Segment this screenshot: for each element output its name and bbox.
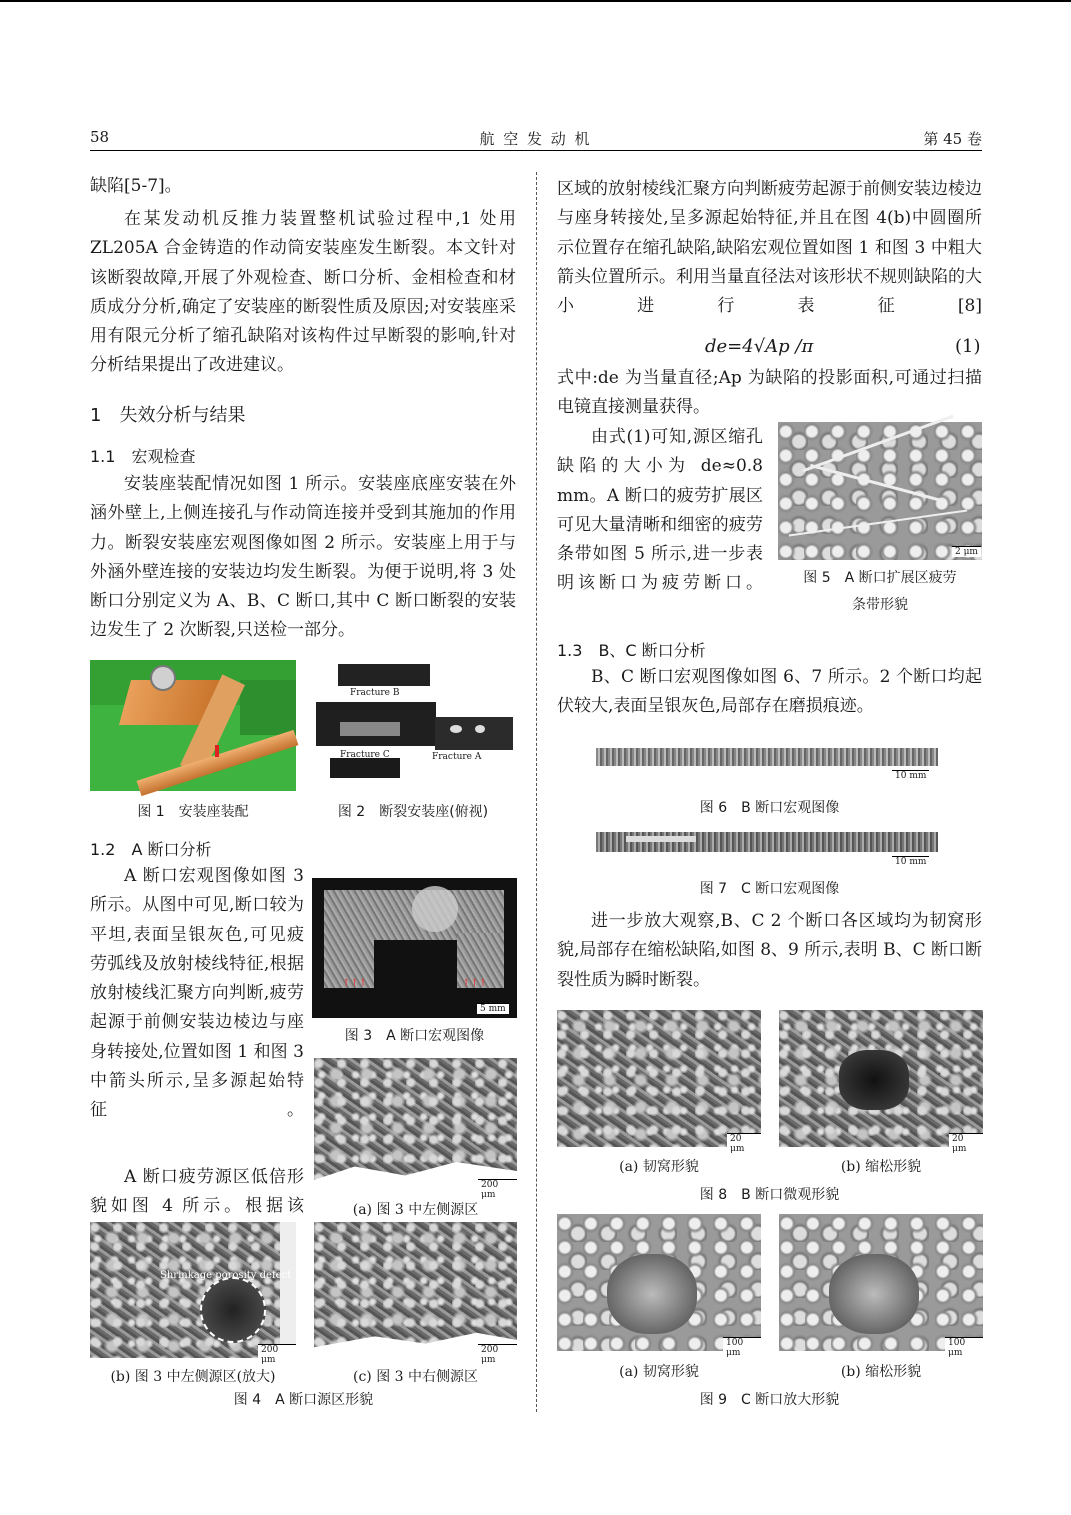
figure-7-scale-bar: 10 mm [892, 856, 929, 867]
figure-4-caption: 图 4 A 断口源区形貌 [233, 1392, 374, 1408]
paragraph-formula-note: 式中:de 为当量直径;Ap 为缺陷的投影面积,可通过扫描电镜直接测量获得。 [557, 368, 982, 418]
figure-9-caption: 图 9 C 断口放大形貌 [699, 1392, 840, 1408]
figure-6-image [596, 742, 938, 784]
header-rule [90, 150, 982, 151]
figure-3-scale-bar: 5 mm [477, 1003, 509, 1014]
formula-equivalent-diameter: de=4√Ap /π [705, 336, 814, 357]
figure-8b-scale-bar: 20 μm [949, 1133, 983, 1154]
figure-1-assembly-image [90, 660, 296, 791]
figure-4a-scale-bar: 200 μm [478, 1179, 517, 1200]
column-divider [536, 172, 537, 1412]
figure-8a-image [557, 1010, 761, 1154]
figure-4b-caption: (b) 图 3 中左侧源区(放大) [110, 1369, 276, 1385]
section-heading-1-2: 1.2 A 断口分析 [90, 840, 212, 859]
paragraph-a-fracture: A 断口宏观图像如图 3 所示。从图中可见,断口较为平坦,表面呈银灰色,可见疲劳弧线及放射棱线特征,根据放射棱线汇聚方向判断,疲劳起源于前侧安装边棱边与座身转接处,位置如图 1 和图 3 中箭头所示,呈多源起始特征。 [90, 866, 304, 1121]
figure-8a-scale-bar: 20 μm [727, 1133, 761, 1154]
paragraph-bc-macro: B、C 断口宏观图像如图 6、7 所示。2 个断口均起伏较大,表面呈银灰色,局部存在磨损痕迹。 [557, 667, 982, 717]
figure-9a-scale-bar: 100 μm [723, 1337, 761, 1358]
shrinkage-label: Shrinkage porosity defect [160, 1270, 292, 1281]
page-number: 58 [90, 128, 110, 146]
paragraph-defect-size: 由式(1)可知,源区缩孔缺陷的大小为 de≈0.8 mm。A 断口的疲劳扩展区可见大量清晰和细密的疲劳条带如图 5 所示,进一步表明该断口为疲劳断口。 [557, 427, 763, 594]
figure-4c-caption: (c) 图 3 中右侧源区 [352, 1369, 479, 1385]
figure-5-caption-line-1: 图 5 A 断口扩展区疲劳 [803, 570, 957, 586]
figure-6-scale-bar: 10 mm [892, 770, 929, 781]
figure-4b-scale-bar: 200 μm [258, 1344, 296, 1365]
figure-4c-scale-bar: 200 μm [478, 1344, 517, 1365]
top-border [0, 0, 1071, 2]
figure-4a-caption: (a) 图 3 中左侧源区 [352, 1202, 479, 1218]
figure-9b-scale-bar: 100 μm [945, 1337, 983, 1358]
paragraph-a-source: A 断口疲劳源区低倍形貌如图 4 所示。根据该 [90, 1167, 304, 1217]
figure-5-caption-line-2: 条带形貌 [852, 597, 908, 613]
section-heading-1-3: 1.3 B、C 断口分析 [557, 641, 706, 660]
figure-8b-caption: (b) 缩松形貌 [840, 1159, 922, 1175]
section-heading-1-1: 1.1 宏观检查 [90, 447, 196, 466]
paragraph-macro: 安装座装配情况如图 1 所示。安装座底座安装在外涵外壁上,上侧连接孔与作动筒连接并受到其施加的作用力。断裂安装座宏观图像如图 2 所示。安装座上用于与外涵外壁连接的安装边均发生断裂。为便于说明,将 3 处断口分别定义为 A、B、C 断口,其中 C 断口断裂的安装边发生了 2 次断裂,只送检一部分。 [90, 474, 516, 641]
figure-2-caption: 图 2 断裂安装座(俯视) [337, 804, 489, 820]
figure-8-caption: 图 8 B 断口微观形貌 [699, 1187, 840, 1203]
fracture-c-label: Fracture C [340, 750, 390, 760]
figure-6-caption: 图 6 B 断口宏观图像 [699, 800, 840, 816]
figure-9a-image [557, 1214, 761, 1358]
figure-2-fracture-image [310, 660, 516, 791]
figure-4b-image [90, 1222, 296, 1365]
fracture-b-label: Fracture B [350, 688, 400, 698]
figure-4a-image [314, 1058, 517, 1200]
figure-3-caption: 图 3 A 断口宏观图像 [344, 1028, 485, 1044]
figure-8a-caption: (a) 韧窝形貌 [619, 1159, 699, 1175]
paragraph-bc-micro: 进一步放大观察,B、C 2 个断口各区域均为韧窝形貌,局部存在缩松缺陷,如图 8、9 所示,表明 B、C 断口断裂性质为瞬时断裂。 [557, 911, 982, 990]
figure-5-image [778, 422, 982, 560]
paragraph-ref: 缺陷[5-7]。 [90, 176, 182, 196]
figure-3-macro-image: ↑↑↑ ↑↑↑ 5 mm [312, 878, 517, 1018]
figure-5-scale-bar: 2 μm [952, 546, 981, 557]
paragraph-defect: 区域的放射棱线汇聚方向判断疲劳起源于前侧安装边棱边与座身转接处,呈多源起始特征,并且在图 4(b)中圆圈所示位置存在缩孔缺陷,缺陷宏观位置如图 1 和图 3 中粗大箭头位置所示。利用当量直径法对该形状不规则缺陷的大小进行表征[8] [557, 179, 982, 317]
fracture-a-label: Fracture A [432, 752, 482, 762]
formula-number: (1) [955, 336, 981, 357]
figure-7-image [596, 828, 938, 870]
figure-9b-image [779, 1214, 983, 1358]
figure-9b-caption: (b) 缩松形貌 [840, 1364, 922, 1380]
figure-4c-image [314, 1222, 517, 1365]
paragraph-intro: 在某发动机反推力装置整机试验过程中,1 处用 ZL205A 合金铸造的作动筒安装座发生断裂。本文针对该断裂故障,开展了外观检查、断口分析、金相检查和材质成分分析,确定了安装座的断裂性质及原因;对安装座采用有限元分析了缩孔缺陷对该构件过早断裂的影响,针对分析结果提出了改进建议。 [90, 209, 516, 376]
figure-7-caption: 图 7 C 断口宏观图像 [699, 881, 840, 897]
section-heading-1: 1 失效分析与结果 [90, 405, 246, 426]
figure-1-caption: 图 1 安装座装配 [137, 804, 249, 820]
figure-9a-caption: (a) 韧窝形貌 [619, 1364, 699, 1380]
journal-title: 航 空 发 动 机 [479, 130, 592, 148]
volume-label: 第 45 卷 [923, 130, 982, 148]
figure-8b-image [779, 1010, 983, 1154]
